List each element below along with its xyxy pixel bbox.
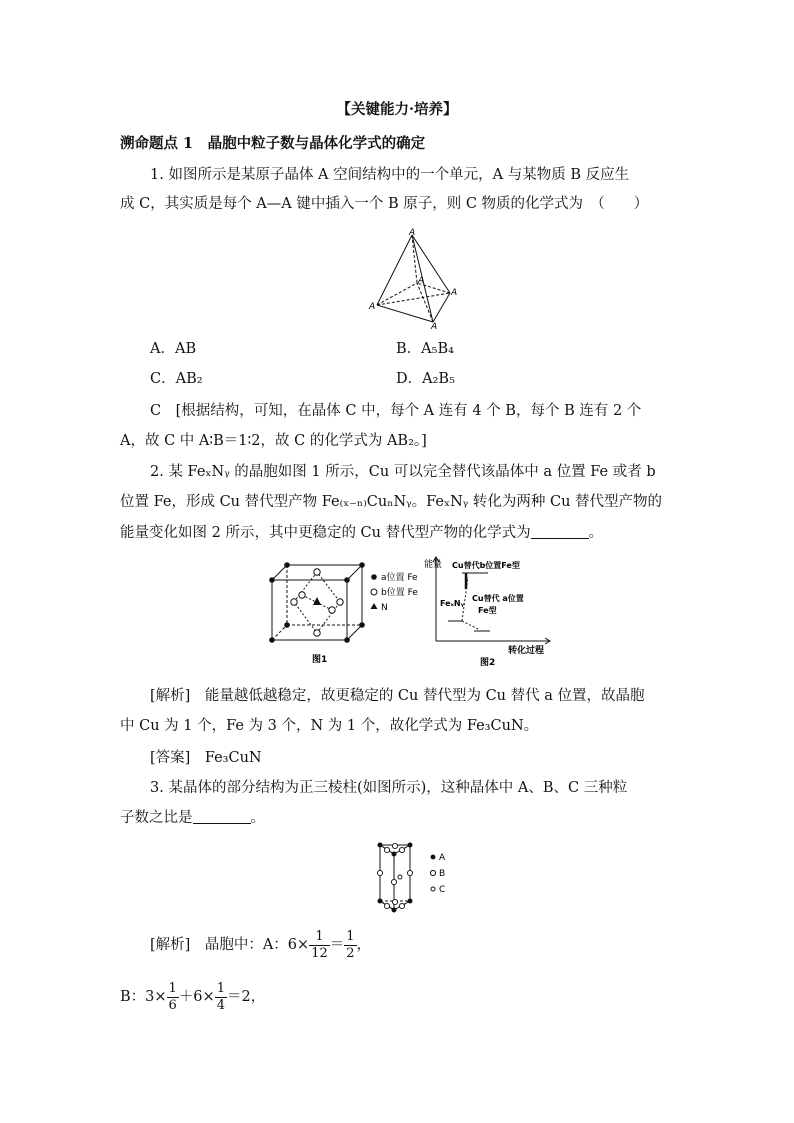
q1-text-line1: 1. 如图所示是某原子晶体 A 空间结构中的一个单元，A 与某物质 B 反应生 xyxy=(150,167,630,183)
denominator: 2 xyxy=(346,945,355,961)
q2-text-line3 xyxy=(120,523,603,543)
q3-prism-figure xyxy=(372,837,462,917)
energy-axis-text: 能量 xyxy=(424,560,443,570)
calc-b-end: ＝2， xyxy=(226,989,266,1005)
q1-option-d: D．A₂B₅ xyxy=(396,371,455,387)
fraction xyxy=(215,981,227,1014)
legend-b: B xyxy=(439,869,446,879)
denominator: 12 xyxy=(311,945,328,961)
fraction xyxy=(309,929,330,962)
q2-text-line1: 2. 某 FeₓNᵧ 的晶胞如图 1 所示，Cu 可以完全替代该晶体中 a 位置 Fe 或者 b xyxy=(150,464,656,480)
q3-analysis-line2 xyxy=(120,980,265,1014)
q1-atom-label: A xyxy=(409,228,416,238)
legend-c: C xyxy=(439,885,446,895)
legend-a-fe: a位置 Fe xyxy=(381,573,418,583)
fexny-label: FeₓNᵧ xyxy=(440,599,464,608)
answer-tag: [答案] xyxy=(150,750,191,766)
legend-n: N xyxy=(381,603,388,613)
equals: ＝ xyxy=(329,937,345,953)
q2-line3-end: 。 xyxy=(588,525,604,541)
fraction xyxy=(344,929,356,962)
cu-b-site-label: Cu替代b位置Fe型 xyxy=(452,561,520,570)
q2-analysis-line2: 中 Cu 为 1 个，Fe 为 3 个，N 为 1 个，故化学式为 Fe₃CuN。 xyxy=(120,718,539,734)
figure2-caption: 图2 xyxy=(480,658,496,668)
q1-answer-line2: A，故 C 中 A∶B＝1∶2，故 C 的化学式为 AB₂。] xyxy=(120,433,427,449)
legend-a: A xyxy=(439,853,446,863)
q2-figure1-unit-cell xyxy=(262,555,422,670)
q1-option-b: B．A₅B₄ xyxy=(396,341,454,357)
denominator: 4 xyxy=(216,997,225,1013)
q2-analysis-line1 xyxy=(150,686,645,706)
q1-answer-line1: C [根据结构，可知，在晶体 C 中，每个 A 连有 4 个 B，每个 B 连有 2 个 xyxy=(150,403,642,419)
denominator: 6 xyxy=(168,997,177,1013)
q2-figure2-energy-diagram xyxy=(418,553,558,668)
q2-line3-text: 能量变化如图 2 所示，其中更稳定的 Cu 替代型产物的化学式为 xyxy=(120,525,531,541)
q2-text-line2: 位置 Fe，形成 Cu 替代型产物 Fe₍ₓ₋ₙ₎CuₙNᵧ。FeₓNᵧ 转化为两种 Cu 替代型产物的 xyxy=(120,494,663,510)
numerator: 1 xyxy=(168,980,177,996)
calc-b-mid: ＋6× xyxy=(178,989,215,1005)
cu-a-site-label-2: Fe型 xyxy=(478,606,497,615)
q1-atom-label: A xyxy=(451,288,458,298)
energy-axis-label xyxy=(424,558,442,570)
answer-blank xyxy=(193,809,251,824)
answer-text: Fe₃CuN xyxy=(204,750,262,766)
q1-atom-label: A xyxy=(369,302,376,312)
analysis-tag: [解析] xyxy=(150,937,191,953)
calc-a-prefix: 晶胞中：A：6× xyxy=(204,937,310,953)
calc-b-prefix: B：3× xyxy=(120,989,167,1005)
numerator: 1 xyxy=(216,980,225,996)
q3-text-line1: 3. 某晶体的部分结构为正三棱柱(如图所示)，这种晶体中 A、B、C 三种粒 xyxy=(150,780,628,796)
numerator: 1 xyxy=(346,928,355,944)
q1-atom-label: A xyxy=(418,276,425,286)
q3-analysis-line1 xyxy=(150,928,371,962)
topic-heading: 溯命题点 1 晶胞中粒子数与晶体化学式的确定 xyxy=(120,135,426,152)
fraction xyxy=(167,981,179,1014)
q3-line2-end: 。 xyxy=(250,810,265,826)
q1-text-line2: 成 C，其实质是每个 A—A 键中插入一个 B 原子，则 C 物质的化学式为 （ ） xyxy=(120,196,649,212)
numerator: 1 xyxy=(309,929,330,946)
calc-a-end: ， xyxy=(356,937,372,953)
q1-tetrahedron-figure xyxy=(365,225,465,330)
analysis-tag: [解析] xyxy=(150,688,191,704)
q3-line2-text: 子数之比是 xyxy=(120,810,193,826)
q1-atom-label: A xyxy=(431,322,438,330)
section-title: 【关键能力·培养】 xyxy=(336,101,458,118)
legend-b-fe: b位置 Fe xyxy=(381,588,418,598)
q2-answer xyxy=(150,748,262,768)
q1-option-c: C．AB₂ xyxy=(150,371,203,387)
q1-option-a: A．AB xyxy=(150,341,197,357)
figure1-caption: 图1 xyxy=(312,655,328,665)
analysis-text: 能量越低越稳定，故更稳定的 Cu 替代型为 Cu 替代 a 位置，故晶胞 xyxy=(204,688,645,704)
cu-a-site-label-1: Cu替代 a位置 xyxy=(472,594,524,603)
q3-text-line2 xyxy=(120,808,265,828)
answer-blank xyxy=(531,524,589,539)
process-axis-label: 转化过程 xyxy=(508,646,545,656)
